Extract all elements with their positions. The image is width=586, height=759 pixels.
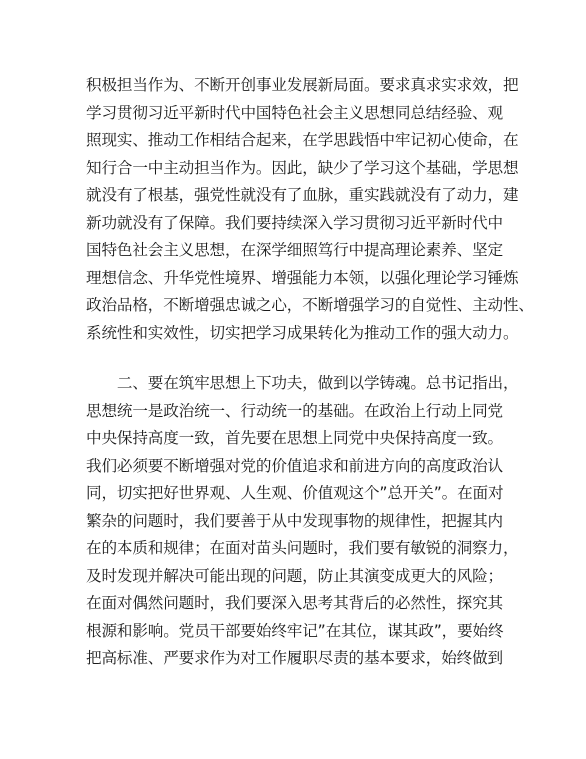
text-line: 及时发现并解决可能出现的问题，防止其演变成更大的风险；	[86, 566, 503, 585]
text-line: 政治品格，不断增强忠诚之心，不断增强学习的自觉性、主动性、	[86, 296, 534, 314]
text-line: 中央保持高度一致，首先要在思想上同党中央保持高度一致。	[86, 429, 503, 447]
text-line: 把高标准、严要求作为对工作履职尽责的基本要求，始终做到	[86, 649, 503, 667]
paragraph-1	[86, 72, 534, 347]
text-line: 二、要在筑牢思想上下功夫，做到以学铸魂。总书记指出，	[86, 374, 519, 392]
text-line: 理想信念、升华党性境界、增强能力本领，以强化理论学习锤炼	[86, 268, 519, 287]
text-line: 国特色社会主义思想，在深学细照笃行中提高理论素养、坚定	[86, 241, 503, 259]
text-line: 新功就没有了保障。我们要持续深入学习贯彻习近平新时代中	[86, 213, 503, 232]
text-line: 系统性和实效性，切实把学习成果转化为推动工作的强大动力。	[86, 323, 519, 342]
text-line: 我们必须要不断增强对党的价值追求和前进方向的高度政治认	[86, 456, 503, 475]
text-line: 学习贯彻习近平新时代中国特色社会主义思想同总结经验、观	[86, 103, 503, 122]
text-line: 根源和影响。党员干部要始终牢记”在其位，谋其政”，要始终	[86, 621, 504, 640]
text-line: 在面对偶然问题时，我们要深入思考其背后的必然性，探究其	[86, 594, 503, 612]
text-line: 知行合一中主动担当作为。因此，缺少了学习这个基础，学思想	[86, 158, 519, 177]
text-line: 就没有了根基，强党性就没有了血脉，重实践就没有了动力，建	[86, 186, 519, 204]
text-line: 思想统一是政治统一、行动统一的基础。在政治上行动上同党	[86, 401, 503, 420]
text-line: 在的本质和规律；在面对苗头问题时，我们要有敏锐的洞察力，	[86, 539, 519, 557]
text-line: 积极担当作为、不断开创事业发展新局面。要求真求实求效，把	[86, 76, 519, 94]
paragraph-2	[86, 370, 519, 673]
text-line: 同，切实把好世界观、人生观、价值观这个”总开关”。在面对	[86, 484, 504, 502]
text-line: 繁杂的问题时，我们要善于从中发现事物的规律性，把握其内	[86, 511, 503, 530]
text-line: 照现实、推动工作相结合起来，在学思践悟中牢记初心使命，在	[86, 131, 519, 149]
